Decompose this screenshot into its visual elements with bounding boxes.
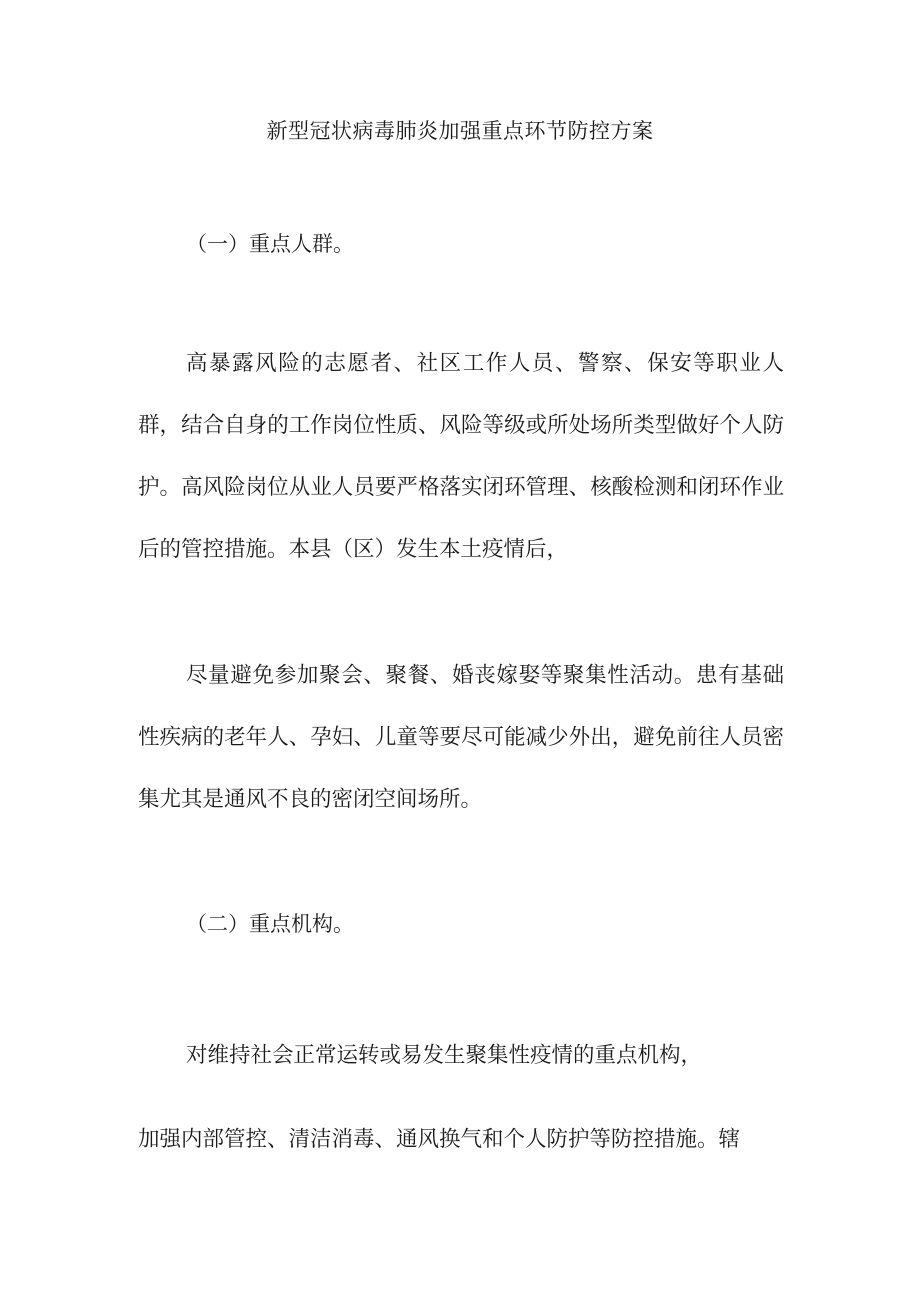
paragraph-key-groups-2: 尽量避免参加聚会、聚餐、婚丧嫁娶等聚集性活动。患有基础性疾病的老年人、孕妇、儿童等要尽可能减少外出，避免前往人员密集尤其是通风不良的密闭空间场所。 <box>138 663 784 812</box>
section-heading-key-groups: （一）重点人群。 <box>186 232 354 256</box>
paragraph-key-groups-1: 高暴露风险的志愿者、社区工作人员、警察、保安等职业人群，结合自身的工作岗位性质、风险等级或所处场所类型做好个人防护。高风险岗位从业人员要严格落实闭环管理、核酸检测和闭环作业后的管控措施。本县（区）发生本土疫情后， <box>138 351 784 562</box>
section-heading-key-institutions: （二）重点机构。 <box>186 912 354 936</box>
paragraph-key-institutions-line-2: 加强内部管控、清洁消毒、通风换气和个人防护等防控措施。辖 <box>138 1127 741 1152</box>
paragraph-key-institutions-line-1: 对维持社会正常运转或易发生聚集性疫情的重点机构， <box>186 1043 703 1068</box>
document-title: 新型冠状病毒肺炎加强重点环节防控方案 <box>266 119 654 143</box>
